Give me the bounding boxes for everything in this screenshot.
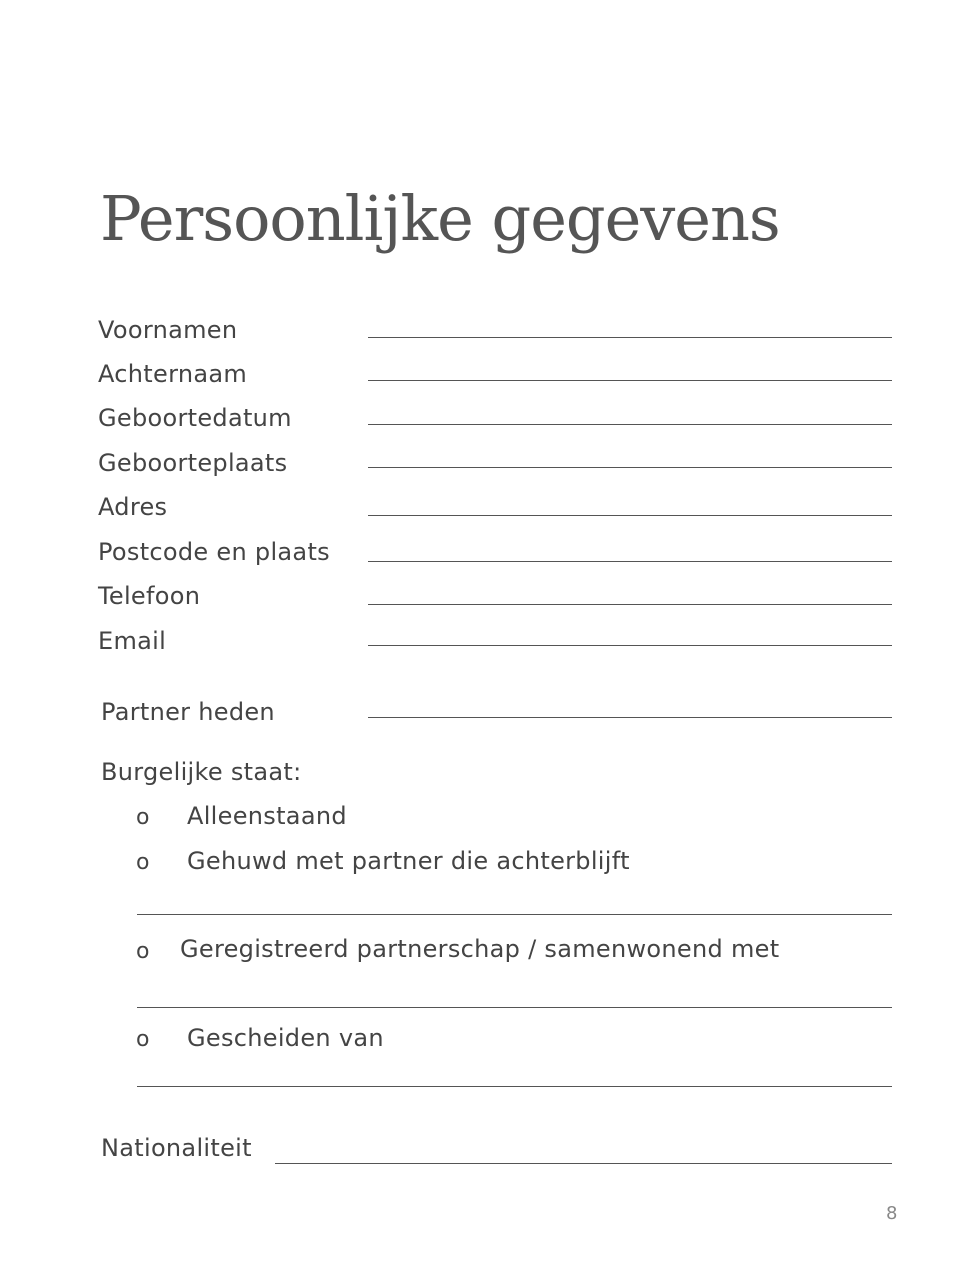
option-marker[interactable]: o xyxy=(136,939,150,964)
telefoon-label: Telefoon xyxy=(98,582,201,610)
option-marker[interactable]: o xyxy=(136,1027,150,1052)
voornamen-line[interactable] xyxy=(368,337,892,338)
option-gescheiden-label: Gescheiden van xyxy=(187,1024,384,1052)
postcode-label: Postcode en plaats xyxy=(98,538,330,566)
nationaliteit-line[interactable] xyxy=(275,1163,892,1164)
email-label: Email xyxy=(98,627,167,655)
postcode-line[interactable] xyxy=(368,561,892,562)
achternaam-line[interactable] xyxy=(368,380,892,381)
adres-line[interactable] xyxy=(368,515,892,516)
adres-label: Adres xyxy=(98,493,168,521)
voornamen-label: Voornamen xyxy=(98,316,238,344)
geboortedatum-label: Geboortedatum xyxy=(98,404,292,432)
telefoon-line[interactable] xyxy=(368,604,892,605)
geboortedatum-line[interactable] xyxy=(368,424,892,425)
page-number: 8 xyxy=(886,1203,898,1224)
option-geregistreerd-label: Geregistreerd partnerschap / samenwonend met xyxy=(180,935,780,963)
option-gehuwd-label: Gehuwd met partner die achterblijft xyxy=(187,847,630,875)
achternaam-label: Achternaam xyxy=(98,360,248,388)
gehuwd-partner-line[interactable] xyxy=(137,914,892,915)
option-marker[interactable]: o xyxy=(136,850,150,875)
partner-label: Partner heden xyxy=(101,698,275,726)
geregistreerd-partner-line[interactable] xyxy=(137,1007,892,1008)
nationaliteit-label: Nationaliteit xyxy=(101,1134,252,1162)
geboorteplaats-line[interactable] xyxy=(368,467,892,468)
civil-status-heading: Burgelijke staat: xyxy=(101,758,302,786)
option-alleenstaand-label: Alleenstaand xyxy=(187,802,347,830)
page-title: Persoonlijke gegevens xyxy=(100,181,780,255)
gescheiden-line[interactable] xyxy=(137,1086,892,1087)
option-marker[interactable]: o xyxy=(136,805,150,830)
partner-line[interactable] xyxy=(368,717,892,718)
geboorteplaats-label: Geboorteplaats xyxy=(98,449,288,477)
email-line[interactable] xyxy=(368,645,892,646)
